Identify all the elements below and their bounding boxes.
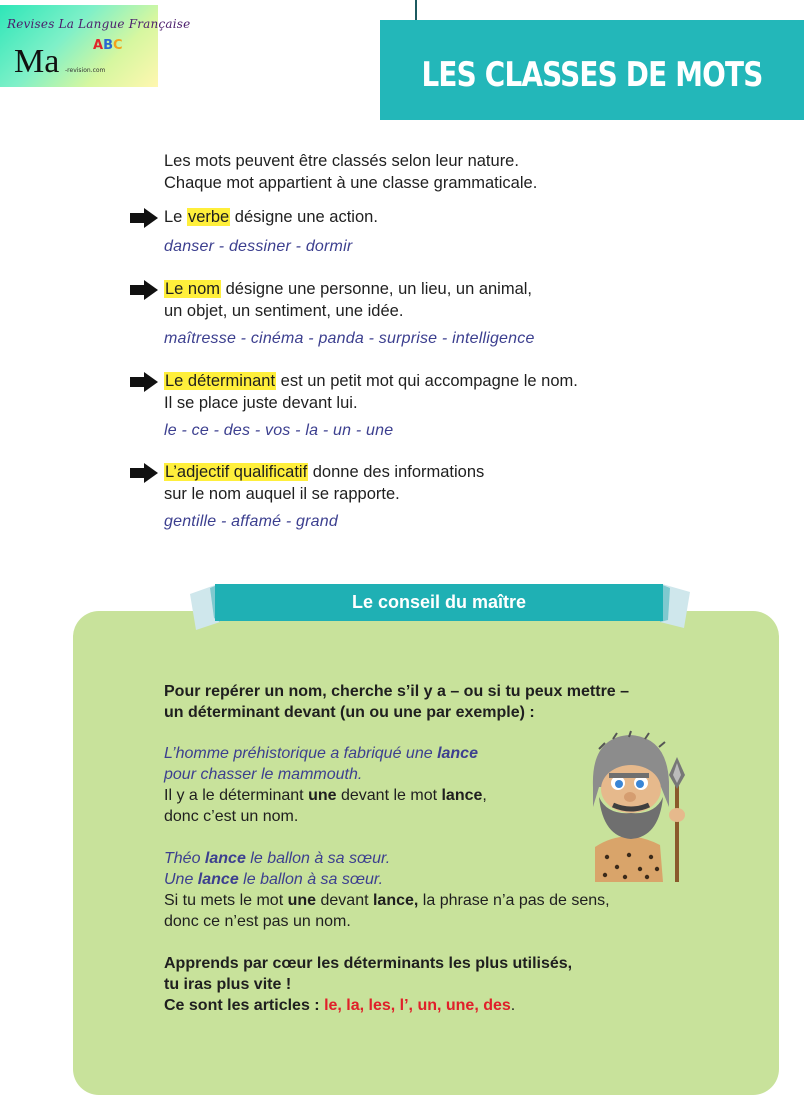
site-logo[interactable] <box>0 5 191 87</box>
caveman-illustration <box>585 727 695 882</box>
ex2-line-3-d: lance, <box>372 892 419 909</box>
ex2-line-1-a: Théo <box>164 850 205 867</box>
definition-determinant <box>164 370 578 414</box>
ex1-line-1-bold: lance <box>437 745 478 762</box>
definition-text: est un petit mot qui accompagne le nom. <box>276 372 578 390</box>
ex1-line-3-b: une <box>308 787 337 804</box>
arrow-right-icon <box>130 208 158 228</box>
term-verbe: verbe <box>187 208 230 226</box>
page-title: LES CLASSES DE MOTS <box>421 55 763 95</box>
header-band <box>380 20 804 120</box>
articles-list: le, la, les, l’, un, une, des <box>324 997 511 1014</box>
conseil-example-1 <box>164 743 487 827</box>
ex2-line-3-c: devant <box>316 892 373 909</box>
ex1-line-3-e: , <box>482 787 487 804</box>
ex2-line-3-a: Si tu mets le mot <box>164 892 288 909</box>
tip-line-3-c: . <box>510 997 516 1014</box>
definition-nom <box>164 278 532 322</box>
definition-text-line-2: sur le nom auquel il se rapporte. <box>164 485 400 503</box>
conseil-title-banner: Le conseil du maître <box>215 584 663 621</box>
logo-domain: -revision.com <box>65 67 106 74</box>
definition-text: donne des informations <box>308 463 485 481</box>
logo-letter-b: B <box>103 38 113 53</box>
examples-determinant: le - ce - des - vos - la - un - une <box>164 422 394 439</box>
ex1-line-3-c: devant le mot <box>336 787 442 804</box>
conseil-tip <box>164 953 572 1016</box>
examples-adjectif: gentille - affamé - grand <box>164 513 338 530</box>
conseil-intro-line-2: un déterminant devant (un ou une par exemple) : <box>164 704 535 721</box>
logo-main-text: Ma <box>14 43 60 80</box>
definition-text: désigne une action. <box>230 208 378 226</box>
term-adjectif: L’adjectif qualificatif <box>165 463 308 481</box>
definition-text-line-2: un objet, un sentiment, une idée. <box>164 302 404 320</box>
header-divider-line <box>415 0 417 20</box>
arrow-right-icon <box>130 280 158 300</box>
ex1-line-3-d: lance <box>441 787 483 804</box>
definition-adjectif <box>164 461 484 505</box>
ex1-line-3-a: Il y a le déterminant <box>164 787 309 804</box>
ex1-line-4: donc c’est un nom. <box>164 808 299 825</box>
conseil-example-2 <box>164 848 610 932</box>
ex2-line-2-b: lance <box>197 871 239 888</box>
tip-line-1: Apprends par cœur les déterminants les plus utilisés, <box>164 955 573 972</box>
tip-line-3-a: Ce sont les articles : <box>164 997 325 1014</box>
definition-pre: Le <box>164 208 187 226</box>
ex1-line-1-text: L’homme préhistorique a fabriqué une <box>164 745 438 762</box>
definition-text-line-2: Il se place juste devant lui. <box>164 394 358 412</box>
definition-text: désigne une personne, un lieu, un animal, <box>221 280 533 298</box>
tip-line-2: tu iras plus vite ! <box>164 976 292 993</box>
definition-verbe <box>164 206 378 228</box>
ex2-line-3-e: la phrase n’a pas de sens, <box>418 892 610 909</box>
term-nom: Le nom <box>165 280 221 298</box>
ex2-line-3-b: une <box>287 892 317 909</box>
logo-abc-letters <box>93 38 123 53</box>
examples-nom: maîtresse - cinéma - panda - surprise - intelligence <box>164 330 535 347</box>
intro-line-1: Les mots peuvent être classés selon leur nature. <box>164 152 519 170</box>
ex2-line-2-c: le ballon à sa sœur. <box>238 871 384 888</box>
logo-letter-a: A <box>93 38 104 53</box>
intro-line-2: Chaque mot appartient à une classe grammaticale. <box>164 174 538 192</box>
ex2-line-2-a: Une <box>164 871 198 888</box>
conseil-intro <box>164 681 629 723</box>
arrow-right-icon <box>130 372 158 392</box>
ex2-line-1-c: le ballon à sa sœur. <box>245 850 391 867</box>
ex2-line-4: donc ce n’est pas un nom. <box>164 913 351 930</box>
ex1-line-2: pour chasser le mammouth. <box>164 766 363 783</box>
arrow-right-icon <box>130 463 158 483</box>
conseil-intro-line-1: Pour repérer un nom, cherche s’il y a – ou si tu peux mettre – <box>164 683 630 700</box>
logo-letter-c: C <box>112 38 123 53</box>
ex2-line-1-b: lance <box>204 850 246 867</box>
term-determinant: Le déterminant <box>165 372 276 390</box>
examples-verbe: danser - dessiner - dormir <box>164 238 353 255</box>
logo-tagline: Revises La Langue Française <box>7 17 191 31</box>
intro-text <box>164 150 537 194</box>
